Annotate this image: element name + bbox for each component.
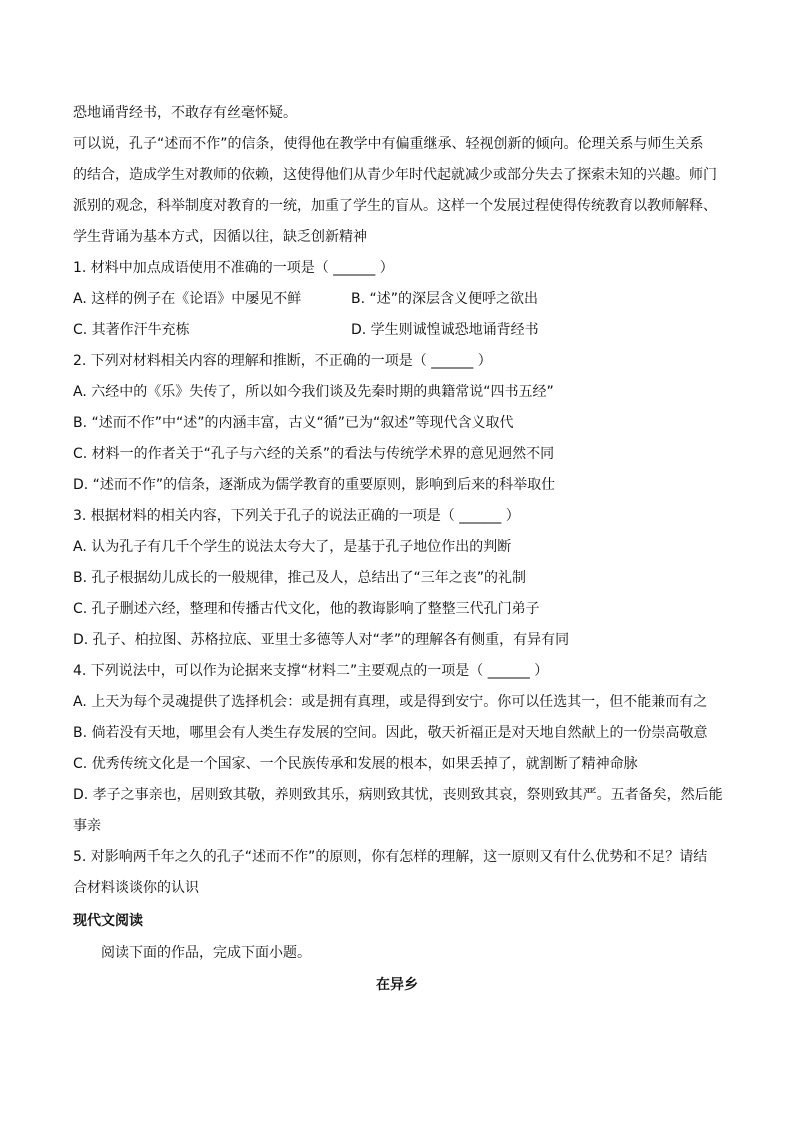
question-1-option-a: A. 这样的例子在《论语》中屡见不鲜 [73,291,302,307]
question-4-option-c: C. 优秀传统文化是一个国家、一个民族传承和发展的根本，如果丢掉了，就割断了精神命脉 [73,756,638,772]
question-2-option-d: D. “述而不作”的信条，逐渐成为儒学教育的重要原则，影响到后来的科举取仕 [73,477,556,493]
question-3-option-a: A. 认为孔子有几千个学生的说法太夸大了，是基于孔子地位作出的判断 [73,539,512,555]
question-3-option-d: D. 孔子、柏拉图、苏格拉底、亚里士多德等人对“孝”的理解各有侧重，有异有同 [73,632,570,648]
question-5-line: 5. 对影响两千年之久的孔子“述而不作”的原则，你有怎样的理解，这一原则又有什么优势和不足？请结 [73,849,708,865]
question-4-option-a: A. 上天为每个灵魂提供了选择机会：或是拥有真理，或是得到安宁。你可以任选其一，但不能兼而有之 [73,694,708,710]
question-5-line: 合材料谈谈你的认识 [73,880,199,896]
question-1-stem: 1. 材料中加点成语使用不准确的一项是（ ______ ） [73,260,394,276]
question-2-stem: 2. 下列对材料相关内容的理解和推断，不正确的一项是（ ______ ） [73,353,492,369]
reading-instruction: 阅读下面的作品，完成下面小题。 [101,945,311,961]
question-4-option-b: B. 倘若没有天地，哪里会有人类生存发展的空间。因此，敬天祈福正是对天地自然献上的一份崇高敬意 [73,725,708,741]
section-heading: 现代文阅读 [73,913,143,929]
question-3-option-b: B. 孔子根据幼儿成长的一般规律，推己及人，总结出了“三年之丧”的礼制 [73,570,527,586]
question-2-option-b: B. “述而不作”中“述”的内涵丰富，古义“循”已为“叙述”等现代含义取代 [73,415,514,431]
question-4-option-d-continued: 事亲 [73,818,101,834]
question-3-stem: 3. 根据材料的相关内容，下列关于孔子的说法正确的一项是（ ______ ） [73,508,520,524]
question-3-option-c: C. 孔子删述六经，整理和传播古代文化，他的教诲影响了整整三代孔门弟子 [73,601,540,617]
passage-line: 的结合，造成学生对教师的依赖，这使得他们从青少年时代起就减少或部分失去了探索未知的兴趣。师门 [73,167,717,183]
passage-line: 学生背诵为基本方式，因循以往，缺乏创新精神 [73,229,367,245]
question-2-option-c: C. 材料一的作者关于“孔子与六经的关系”的看法与传统学术界的意见迥然不同 [73,446,555,462]
passage-line: 派别的观念，科举制度对教育的一统，加重了学生的盲从。这样一个发展过程使得传统教育以教师解释、 [73,198,717,214]
question-4-option-d: D. 孝子之事亲也，居则致其敬，养则致其乐，病则致其忧，丧则致其哀，祭则致其严。五者备矣，然后能 [73,787,723,803]
question-1-option-b: B. “述”的深层含义便呼之欲出 [351,291,539,307]
question-4-stem: 4. 下列说法中，可以作为论据来支撑“材料二”主要观点的一项是（ ______ ） [73,663,549,679]
question-2-option-a: A. 六经中的《乐》失传了，所以如今我们谈及先秦时期的典籍常说“四书五经” [73,384,554,400]
passage-line: 可以说，孔子“述而不作”的信条，使得他在教学中有偏重继承、轻视创新的倾向。伦理关系与师生关系 [73,136,704,152]
article-title: 在异乡 [376,977,418,993]
question-1-option-d: D. 学生则诚惶诚恐地诵背经书 [351,322,539,338]
passage-line: 恐地诵背经书，不敢存有丝毫怀疑。 [73,105,297,121]
question-1-option-c: C. 其著作汗牛充栋 [73,322,190,338]
